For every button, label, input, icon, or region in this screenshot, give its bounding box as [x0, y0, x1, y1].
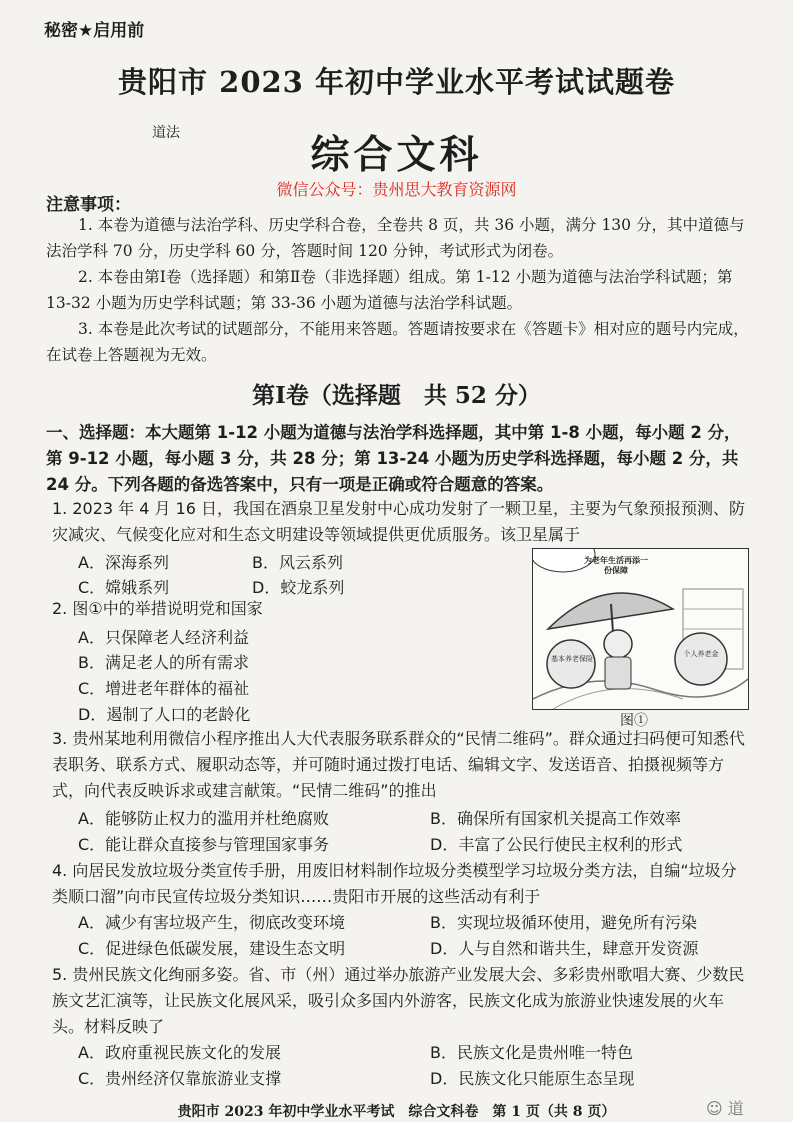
question-3-stem: 3. 贵州某地利用微信小程序推出人大代表服务联系群众的“民情二维码”。群众通过扫码便可知悉代表职务、联系方式、履职动态等，并可随时通过拨打电话、编辑文字、发送语音、拍摄视频等方式，向代表反映诉求或建言献策。“民情二维码”的推出: [52, 729, 745, 800]
exam-title: 贵阳市 2023 年初中学业水平考试试题卷: [118, 65, 675, 99]
watermark-text: 道: [727, 1099, 744, 1118]
q5-option-b[interactable]: B．民族文化是贵州唯一特色: [430, 1043, 633, 1062]
q2-option-c[interactable]: C．增进老年群体的福祉: [78, 679, 250, 698]
figure-1-caption: 图①: [620, 713, 648, 729]
wechat-watermark: 微信公众号：贵州思大教育资源网: [276, 180, 517, 199]
question-2-stem: 2. 图①中的举措说明党和国家: [52, 599, 263, 618]
confidential-label: 秘密★启用前: [44, 21, 145, 41]
corner-watermark: [706, 1096, 744, 1119]
q5-option-d[interactable]: D．民族文化只能原生态呈现: [430, 1069, 635, 1088]
notice-item-2: 2. 本卷由第Ⅰ卷（选择题）和第Ⅱ卷（非选择题）组成。第 1-12 小题为道德与法治学科试题；第 13-32 小题为历史学科试题；第 33-36 小题为道德与法治学科试题。: [46, 268, 733, 312]
q4-option-c[interactable]: C．促进绿色低碳发展，建设生态文明: [78, 939, 346, 958]
q5-option-a[interactable]: A．政府重视民族文化的发展: [78, 1043, 281, 1062]
q3-option-a[interactable]: A．能够防止权力的滥用并杜绝腐败: [78, 809, 329, 828]
q4-option-d[interactable]: D．人与自然和谐共生，肆意开发资源: [430, 939, 699, 958]
q2-option-b[interactable]: B．满足老人的所有需求: [78, 653, 249, 672]
q4-option-a[interactable]: A．减少有害垃圾产生，彻底改变环境: [78, 913, 345, 932]
q1-option-d[interactable]: D．蛟龙系列: [252, 578, 345, 597]
question-1-stem: 1. 2023 年 4 月 16 日，我国在酒泉卫星发射中心成功发射了一颗卫星，主要为气象预报预测、防灾减灾、气候变化应对和生态文明建设等领域提供更优质服务。该卫星属于: [52, 499, 746, 544]
notice-item-3: 3. 本卷是此次考试的试题部分，不能用来答题。答题请按要求在《答题卡》相对应的题号内完成，在试卷上答题视为无效。: [46, 320, 749, 364]
q1-option-a[interactable]: A．深海系列: [78, 553, 169, 572]
question-5-stem: 5. 贵州民族文化绚丽多姿。省、市（州）通过举办旅游产业发展大会、多彩贵州歌唱大赛、少数民族文艺汇演等，让民族文化展风采，吸引众多国内外游客，民族文化成为旅游业快速发展的火车头。材料反映了: [52, 965, 745, 1036]
q1-option-c[interactable]: C．嫦娥系列: [78, 578, 170, 597]
q2-option-a[interactable]: A．只保障老人经济利益: [78, 628, 249, 647]
page-footer: 贵阳市 2023 年初中学业水平考试 综合文科卷 第 1 页（共 8 页）: [177, 1104, 616, 1120]
cartoon-bag-left: 基本养老保险: [551, 655, 593, 663]
notice-heading: 注意事项：: [46, 195, 131, 215]
q3-option-b[interactable]: B．确保所有国家机关提高工作效率: [430, 809, 681, 828]
cartoon-bag-right: 个人养老金: [683, 650, 719, 658]
q3-option-c[interactable]: C．能让群众直接参与管理国家事务: [78, 835, 330, 854]
q5-option-c[interactable]: C．贵州经济仅靠旅游业支撑: [78, 1069, 282, 1088]
q4-option-b[interactable]: B．实现垃圾循环使用，避免所有污染: [430, 913, 697, 932]
q2-option-d[interactable]: D．遏制了人口的老龄化: [78, 705, 251, 724]
subject-mark: 道法: [152, 125, 180, 141]
q1-option-b[interactable]: B．风云系列: [252, 553, 343, 572]
section-title: 第Ⅰ卷（选择题 共 52 分）: [252, 382, 541, 409]
cartoon-sign-text: 为老年生活再添一份保障: [584, 555, 648, 575]
figure-1-cartoon: [532, 548, 749, 710]
q3-option-d[interactable]: D．丰富了公民行使民主权利的形式: [430, 835, 683, 854]
exam-subtitle: 综合文科: [310, 132, 483, 178]
section-instruction: 一、选择题：本大题第 1-12 小题为道德与法治学科选择题，其中第 1-8 小题，每小题 2 分，第 9-12 小题，每小题 3 分，共 28 分；第 13-24 小题为历史学科选择题，每小题 2 分，共 24 分。下列各题的备选答案中，只有一项是正确或符合题意的答案。: [46, 423, 741, 494]
notice-item-1: 1. 本卷为道德与法治学科、历史学科合卷，全卷共 8 页，共 36 小题，满分 130 分，其中道德与法治学科 70 分，历史学科 60 分，答题时间 120 分钟，考试形式为闭卷。: [46, 216, 745, 260]
question-4-stem: 4. 向居民发放垃圾分类宣传手册，用废旧材料制作垃圾分类模型学习垃圾分类方法，自编“垃圾分类顺口溜”向市民宣传垃圾分类知识……贵阳市开展的这些活动有利于: [52, 861, 737, 906]
wechat-icon: ☺: [706, 1099, 723, 1118]
